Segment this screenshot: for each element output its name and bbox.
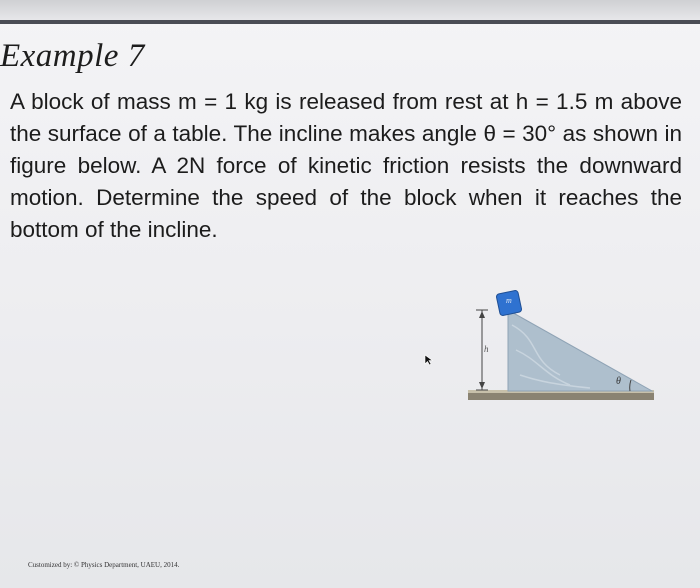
height-arrowhead-down xyxy=(479,382,485,389)
angle-label: θ xyxy=(616,376,621,387)
table-surface xyxy=(468,392,654,400)
block-label: m xyxy=(506,296,512,305)
incline-figure xyxy=(420,280,670,410)
slide-footer: Customized by: © Physics Department, UAEU, 2014. xyxy=(28,561,180,569)
slide-title: Example 7 xyxy=(0,38,145,74)
incline-wedge xyxy=(508,310,652,391)
height-label: h xyxy=(484,344,489,354)
slide-top-bar xyxy=(0,0,700,22)
height-arrowhead-up xyxy=(479,311,485,318)
slide-top-divider xyxy=(0,20,700,24)
problem-statement: A block of mass m = 1 kg is released from rest at h = 1.5 m above the surface of a table. The incline makes angle θ = 30° as shown in figure below. A 2N force of kinetic friction resists the downward motion. Determine the speed of the block when it reaches the bottom of the incline. xyxy=(10,89,682,242)
mouse-pointer-icon xyxy=(424,354,434,366)
